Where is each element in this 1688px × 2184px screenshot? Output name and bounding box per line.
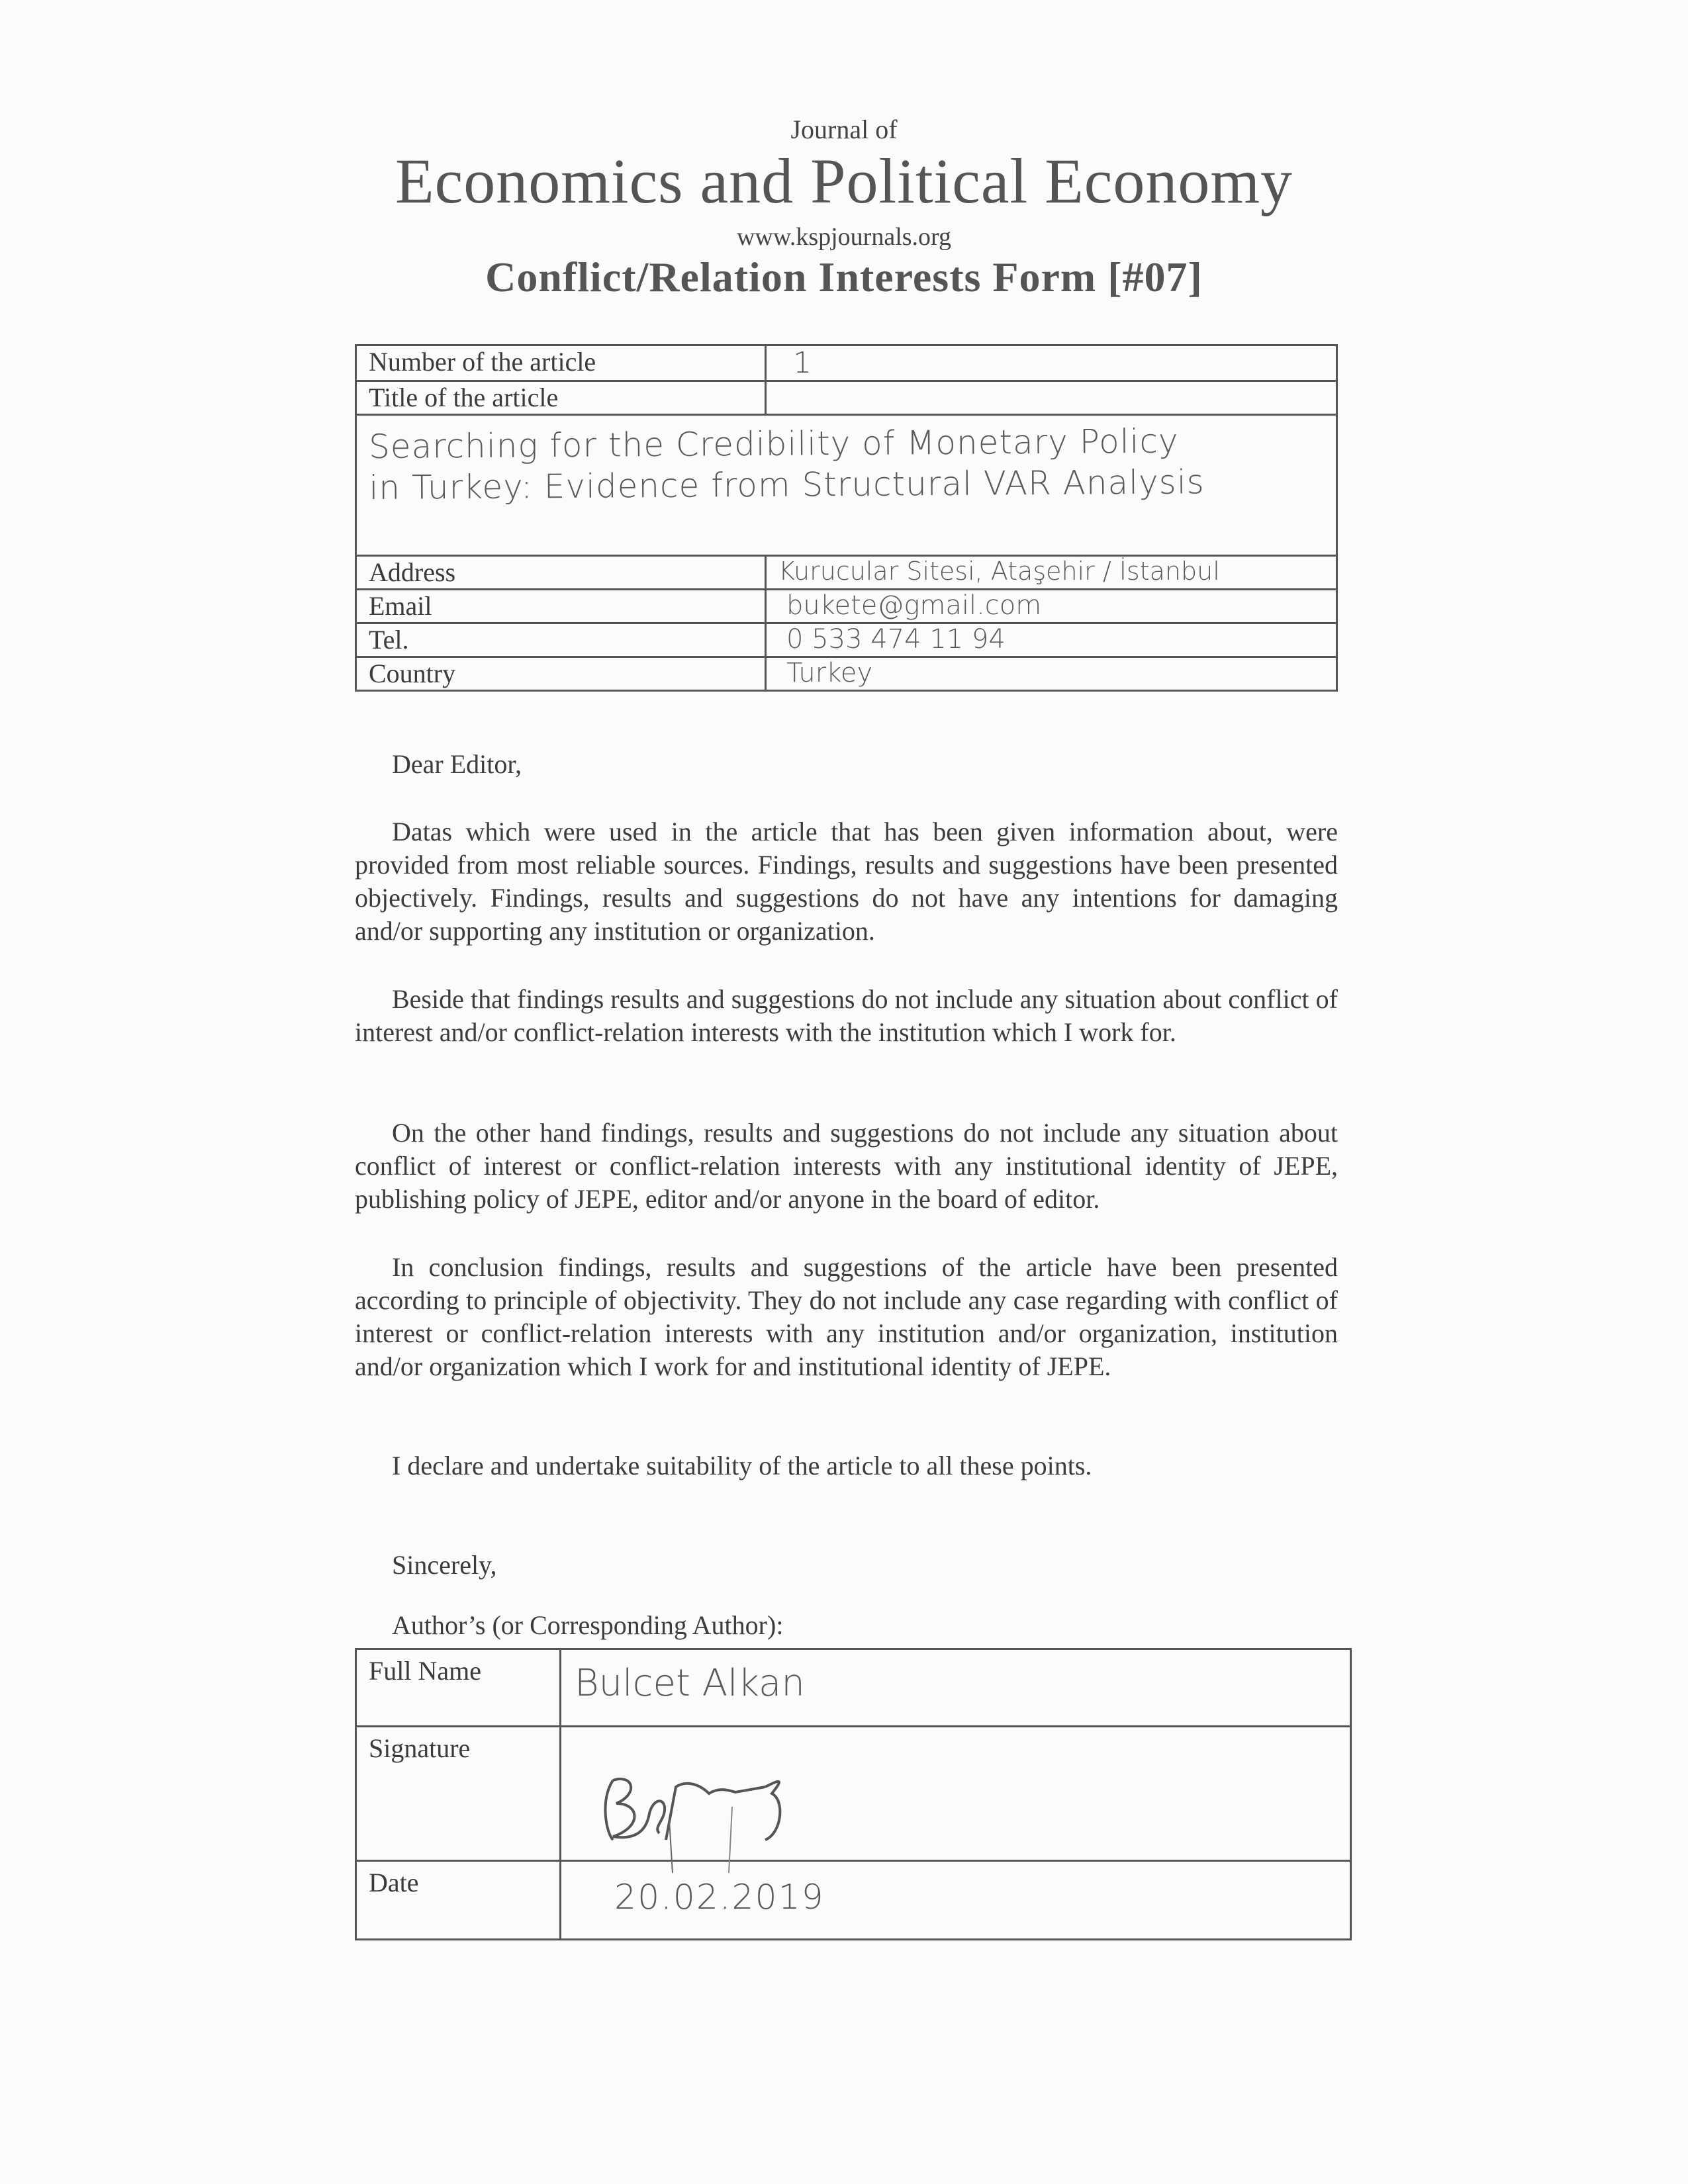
signature-field[interactable] — [561, 1727, 1351, 1861]
journal-name: Economics and Political Economy — [395, 146, 1293, 216]
signature-label: Signature — [356, 1727, 561, 1861]
number-label: Number of the article — [356, 345, 766, 381]
country-value[interactable]: Turkey — [766, 657, 1337, 691]
tel-label: Tel. — [356, 623, 766, 657]
country-label: Country — [356, 657, 766, 691]
date-label: Date — [356, 1861, 561, 1940]
table-row — [356, 381, 1337, 415]
letter-closing: Sincerely, — [392, 1550, 497, 1580]
date-value[interactable]: 20.02.2019 — [561, 1861, 1351, 1940]
table-row — [356, 1649, 1351, 1727]
address-value[interactable]: Kurucular Sitesi, Ataşehir / İstanbul — [766, 556, 1337, 590]
table-row — [356, 1727, 1351, 1861]
letter-declaration: I declare and undertake suitability of the article to all these points. — [392, 1451, 1092, 1480]
journal-url: www.kspjournals.org — [736, 223, 952, 251]
form-title: Conflict/Relation Interests Form [#07] — [485, 253, 1203, 300]
full-name-value[interactable]: Bulcet Alkan — [561, 1649, 1351, 1727]
title-label: Title of the article — [356, 381, 766, 415]
letter-paragraph: Datas which were used in the article that has been given information about, were provided from most reliable sources. Findings, results and suggestions have been presented objectively. Findings, results and suggestions do not have any intentions for damaging and/or supporting any institution or organization. — [355, 817, 1338, 946]
table-row — [356, 556, 1337, 590]
table-row — [356, 657, 1337, 691]
letter-paragraph: Beside that findings results and suggestions do not include any situation about conflict of interest and/or conflict-relation interests with the institution which I work for. — [355, 984, 1338, 1047]
table-row — [356, 415, 1337, 556]
title-label-empty-cell — [766, 381, 1337, 415]
article-info-table — [355, 344, 1338, 692]
letter-greeting: Dear Editor, — [392, 749, 522, 779]
title-value-line1: Searching for the Credibility of Monetary Policy — [368, 421, 1179, 466]
address-label: Address — [356, 556, 766, 590]
journal-of-label: Journal of — [790, 114, 898, 144]
tel-value[interactable]: 0 533 474 11 94 — [766, 623, 1337, 657]
email-label: Email — [356, 590, 766, 623]
table-row — [356, 590, 1337, 623]
table-row — [356, 345, 1337, 381]
table-row — [356, 623, 1337, 657]
letter-paragraph: On the other hand findings, results and suggestions do not include any situation about conflict of interest or conflict-relation interests with any institutional identity of JEPE, publishing policy of JEPE, editor and/or anyone in the board of editor. — [355, 1118, 1338, 1214]
email-value[interactable]: bukete@gmail.com — [766, 590, 1337, 623]
author-caption: Author’s (or Corresponding Author): — [392, 1610, 784, 1640]
title-value-line2: in Turkey: Evidence from Structural VAR Analysis — [368, 462, 1205, 507]
letter-paragraph: In conclusion findings, results and suggestions of the article have been presented according to principle of objectivity. They do not include any case regarding with conflict of interest or conflict-relation interests with any institution and/or organization, institution and/or organization which I work for and institutional identity of JEPE. — [355, 1252, 1338, 1381]
signature-scribble-icon — [586, 1741, 917, 1873]
title-value[interactable] — [355, 411, 1337, 559]
full-name-label: Full Name — [356, 1649, 561, 1727]
author-table — [355, 1648, 1352, 1940]
number-value[interactable]: 1 — [766, 345, 1337, 381]
